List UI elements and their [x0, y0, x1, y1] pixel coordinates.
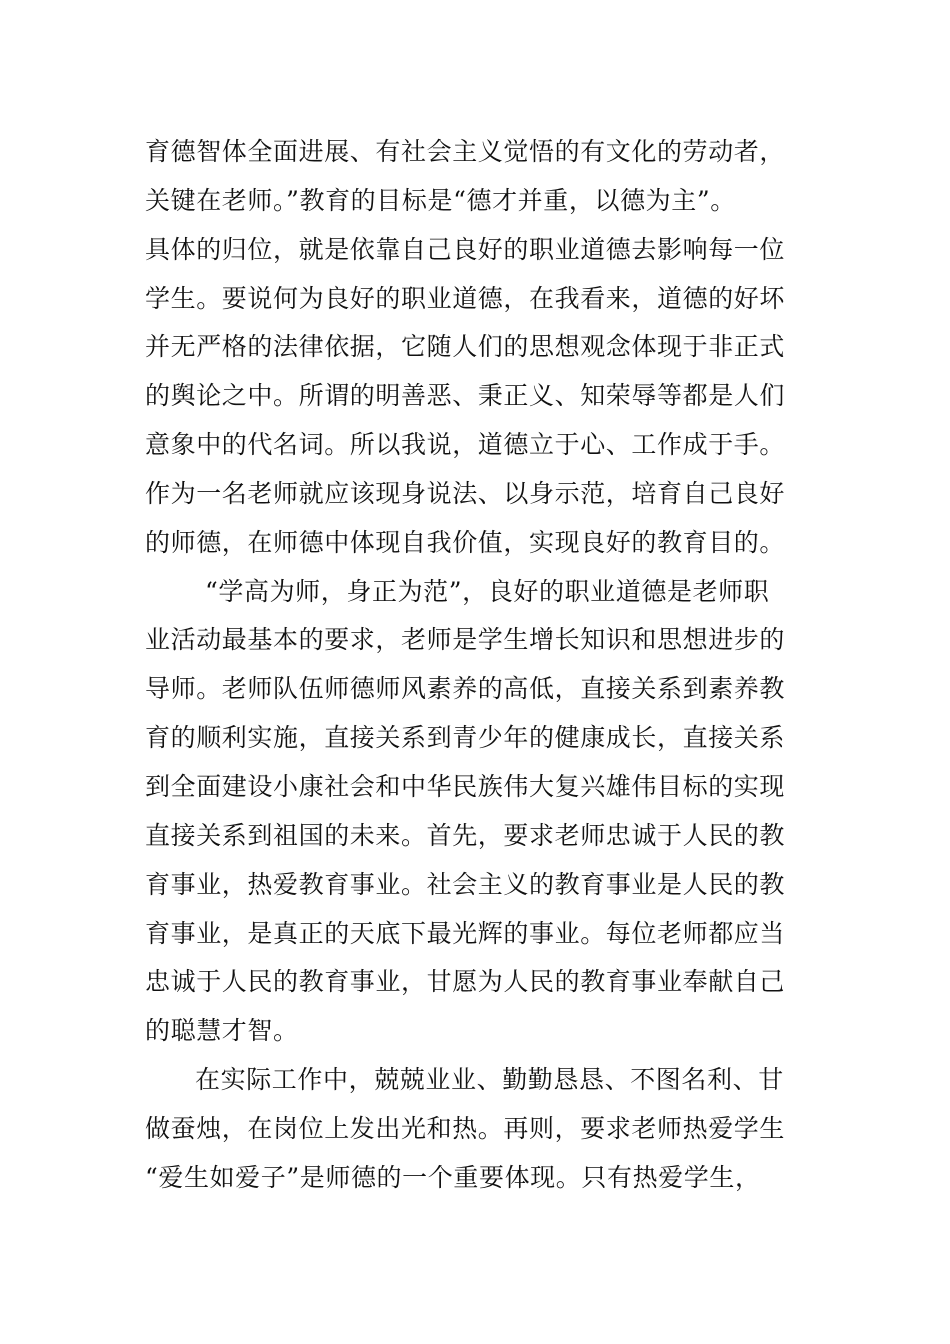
text-line: 导师。老师队伍师德师风素养的高低，直接关系到素养教 — [145, 674, 786, 704]
text-line: 的舆论之中。所谓的明善恶、秉正义、知荣辱等都是人们 — [145, 381, 786, 411]
paragraph-first-line: “学高为师，身正为范”，良好的职业道德是老师职 — [205, 576, 770, 606]
text-line: 忠诚于人民的教育事业，甘愿为人民的教育事业奉献自己 — [145, 967, 786, 997]
text-line: 具体的归位，就是依靠自己良好的职业道德去影响每一位 — [145, 234, 786, 264]
text-line: 意象中的代名词。所以我说，道德立于心、工作成于手。 — [145, 430, 786, 460]
text-line: 直接关系到祖国的未来。首先，要求老师忠诚于人民的教 — [145, 820, 786, 850]
text-line: 做蚕烛，在岗位上发出光和热。再则，要求老师热爱学生 — [145, 1113, 786, 1143]
text-line: 育德智体全面进展、有社会主义觉悟的有文化的劳动者， — [145, 137, 786, 166]
text-line: 业活动最基本的要求，老师是学生增长知识和思想进步的 — [145, 625, 786, 655]
text-line: 到全面建设小康社会和中华民族伟大复兴雄伟目标的实现 — [145, 771, 786, 801]
text-line: 作为一名老师就应该现身说法、以身示范，培育自己良好 — [145, 478, 786, 508]
text-line: 育事业，热爱教育事业。社会主义的教育事业是人民的教 — [145, 869, 786, 899]
text-line: “爱生如爱子”是师德的一个重要体现。只有热爱学生， — [145, 1162, 761, 1192]
text-line: 育的顺利实施，直接关系到青少年的健康成长，直接关系 — [145, 723, 786, 753]
text-line: 学生。要说何为良好的职业道德，在我看来，道德的好坏 — [145, 283, 786, 313]
text-line: 并无严格的法律依据，它随人们的思想观念体现于非正式 — [145, 332, 786, 362]
document-body — [145, 128, 810, 1203]
text-line: 的师德，在师德中体现自我价值，实现良好的教育目的。 — [145, 527, 786, 557]
paragraph-first-line: 在实际工作中，兢兢业业、勤勤恳恳、不图名利、甘 — [195, 1065, 784, 1095]
text-line: 的聪慧才智。 — [145, 1016, 299, 1046]
text-line: 关键在老师。”教育的目标是“德才并重，以德为主”。 — [145, 185, 736, 215]
text-line: 育事业，是真正的天底下最光辉的事业。每位老师都应当 — [145, 918, 786, 948]
